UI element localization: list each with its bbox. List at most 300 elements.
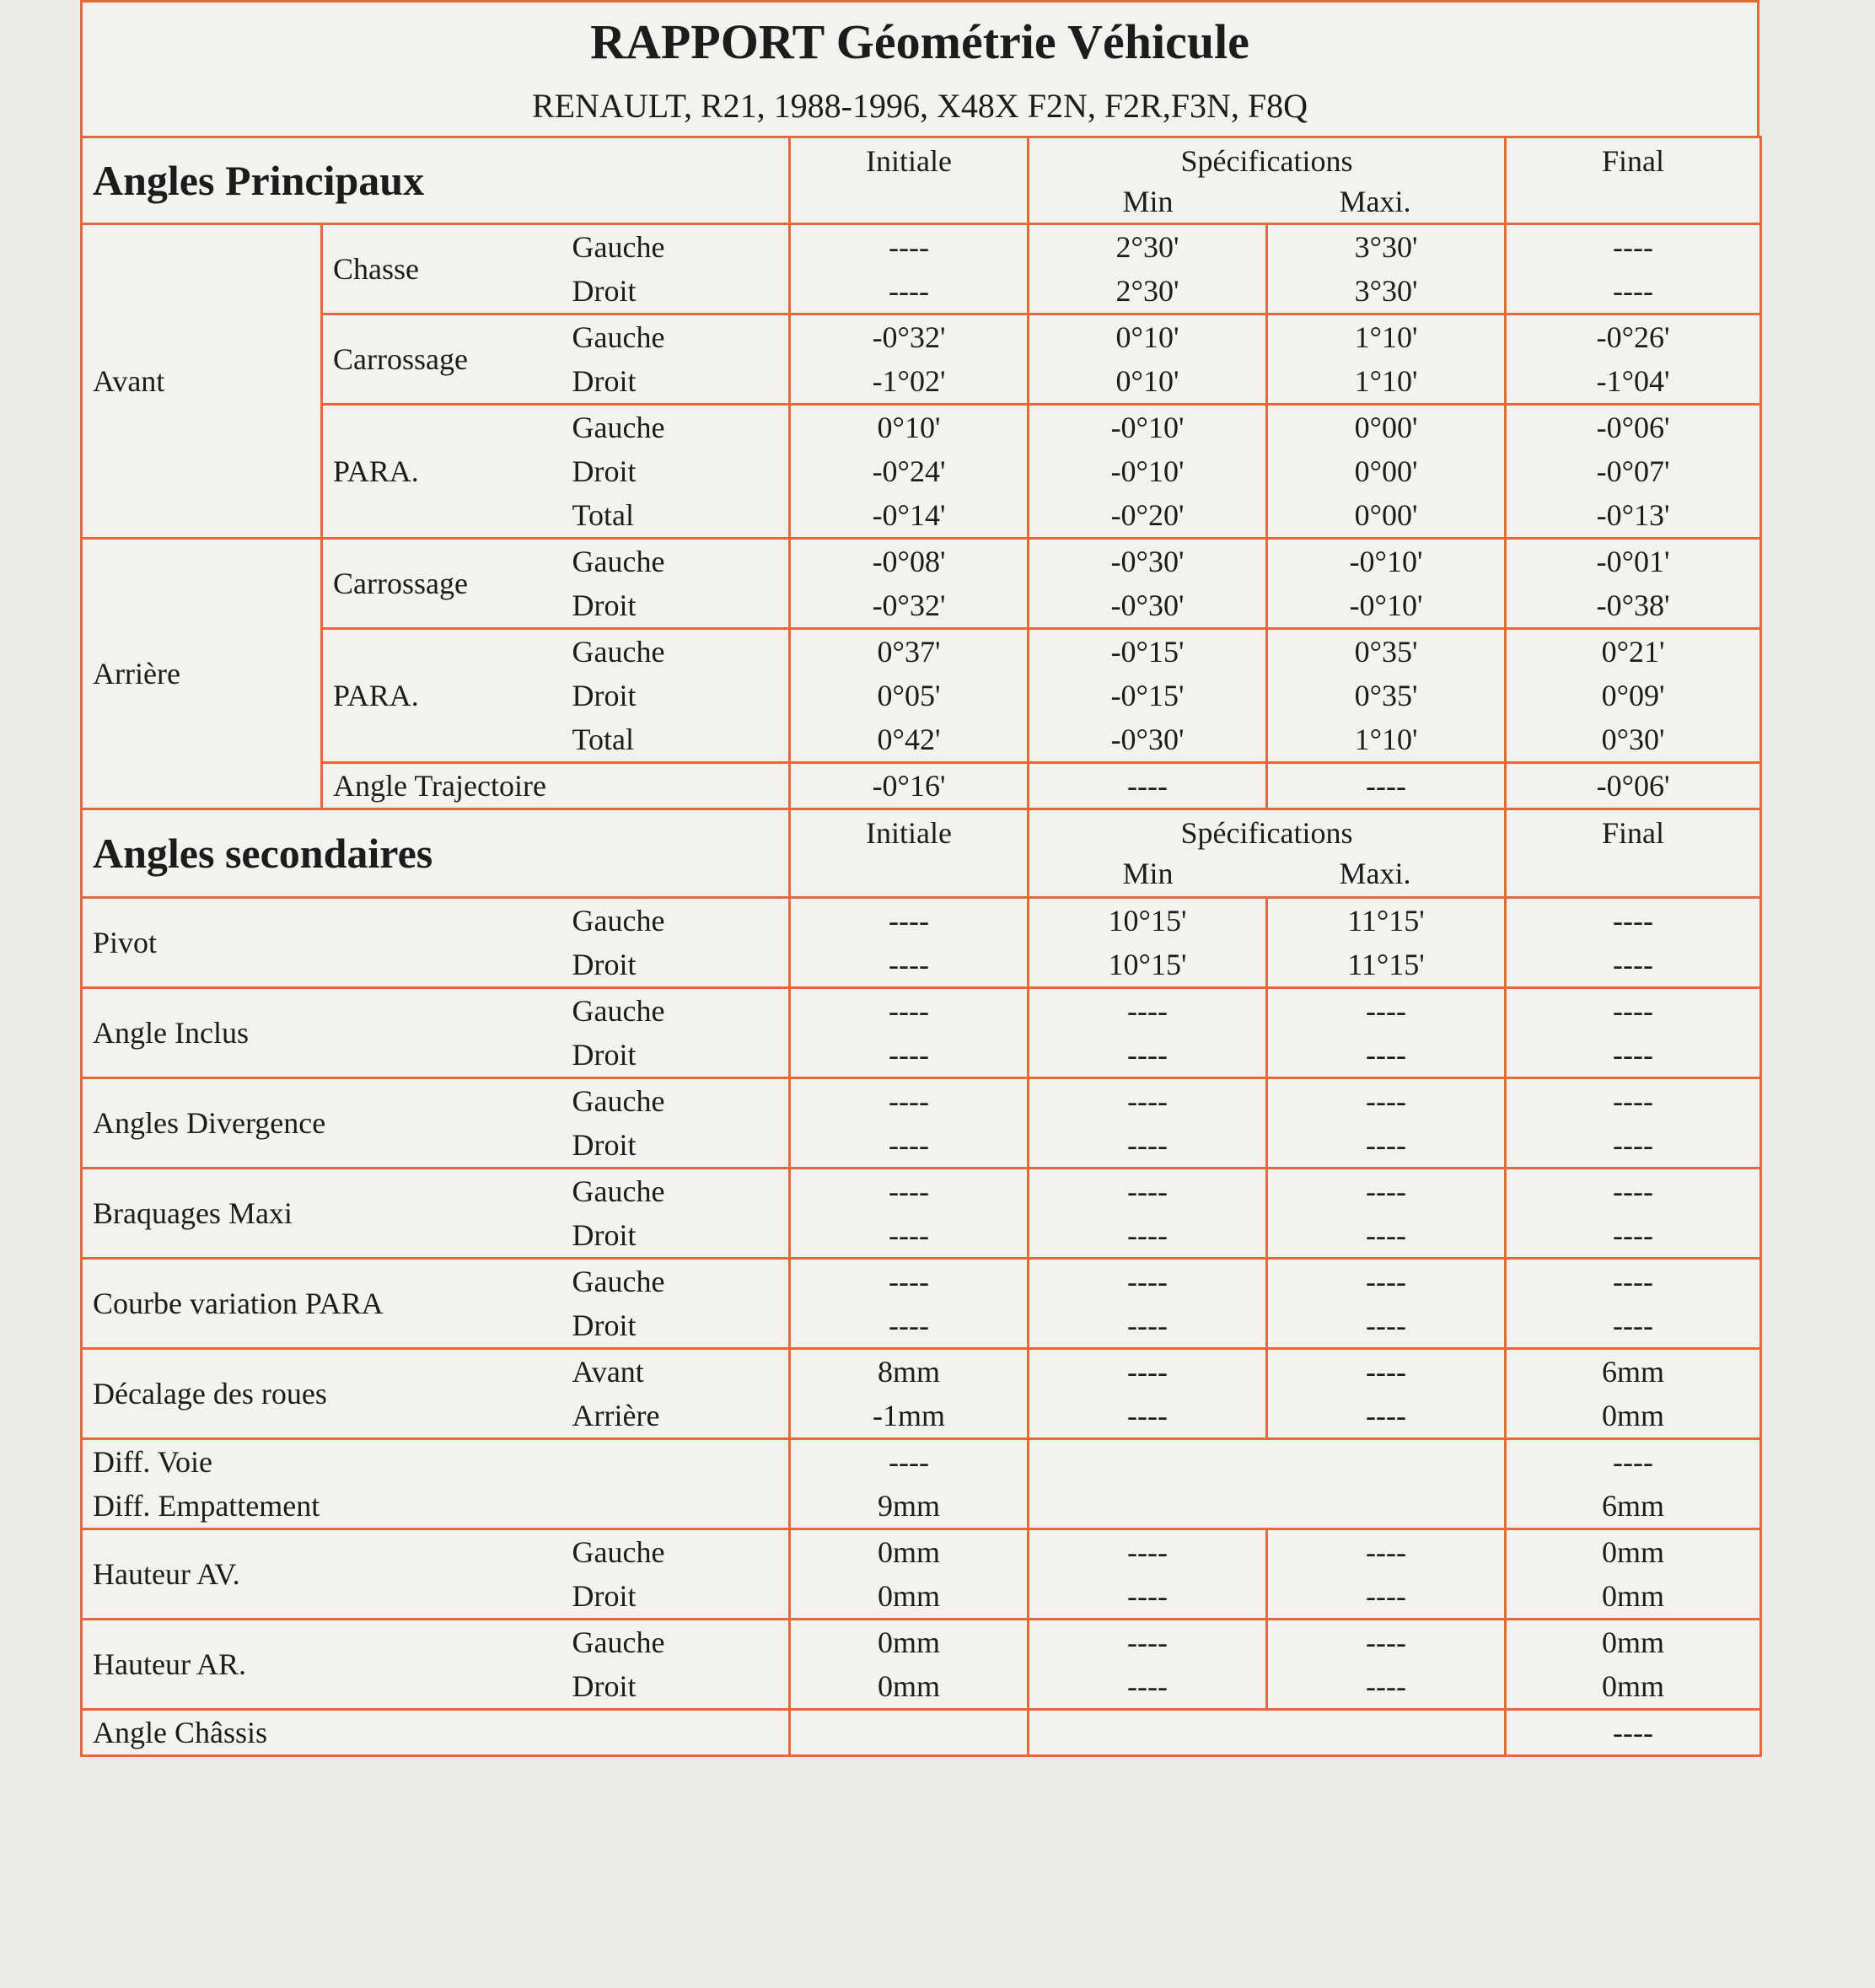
value-initiale-stack: [791, 630, 1027, 761]
side-label: Gauche: [572, 1084, 665, 1118]
value-final-stack: [1507, 1440, 1759, 1528]
value-final: 0mm: [1602, 1535, 1665, 1569]
row-avant-carrossage: [82, 314, 1761, 405]
spec-label: Spécifications: [1180, 144, 1353, 178]
value-min: ----: [1127, 1174, 1168, 1208]
side-label: Gauche: [572, 545, 665, 578]
value-final: ----: [1613, 1174, 1653, 1208]
value-initiale: ----: [889, 274, 929, 308]
value-final-stack: [1507, 899, 1759, 986]
value-final: ----: [1613, 1308, 1653, 1342]
side-label-stack: [572, 1260, 779, 1347]
group-arriere: Arrière: [82, 539, 322, 809]
value-maxi-stack: [1268, 1350, 1504, 1437]
cell-min: [1029, 988, 1267, 1078]
value-initiale-stack: [791, 989, 1027, 1077]
value-min: ----: [1127, 1038, 1168, 1072]
item-label: Angle Châssis: [82, 1710, 790, 1756]
value-final: ----: [1613, 274, 1653, 308]
report-title: RAPPORT Géométrie Véhicule: [590, 14, 1249, 69]
value-min: ----: [1127, 1265, 1168, 1298]
value-final: -0°01': [1596, 545, 1670, 578]
value-initiale: 0°10': [877, 411, 941, 444]
value-final: ----: [1613, 1128, 1653, 1162]
value-final-stack: [1507, 630, 1759, 761]
row-angle-chassis: [82, 1710, 1761, 1756]
principaux-title: Angles Principaux: [82, 137, 790, 224]
geometry-table: [80, 136, 1762, 1757]
value-min: -0°10': [1110, 454, 1185, 488]
item-label: Carrossage: [322, 539, 562, 629]
value-maxi: ----: [1366, 1084, 1406, 1118]
col-initiale: Initiale: [790, 137, 1029, 224]
value-maxi: ----: [1366, 1399, 1406, 1432]
value-min-stack: [1029, 1079, 1265, 1167]
cell-min: [1029, 1169, 1267, 1259]
value-initiale: ----: [889, 1265, 929, 1298]
value-initiale-stack: [791, 1079, 1027, 1167]
cell-final: [1506, 405, 1761, 539]
cell-specifications-empty: [1029, 1710, 1506, 1756]
col-specifications: [1029, 137, 1506, 224]
value-maxi: ----: [1366, 1218, 1406, 1252]
value-min: -0°10': [1110, 411, 1185, 444]
value-maxi: ----: [1366, 994, 1406, 1028]
side-label: Droit: [572, 588, 637, 622]
value-min-stack: [1029, 899, 1265, 986]
value-final-stack: [1507, 1350, 1759, 1437]
side-label: Droit: [572, 1218, 637, 1252]
value-initiale: 9mm: [877, 1489, 940, 1523]
value-final: -0°38': [1596, 588, 1670, 622]
side-labels: [562, 898, 790, 988]
side-labels: [562, 1620, 790, 1710]
side-label-stack: [572, 899, 779, 986]
side-label: Gauche: [572, 635, 665, 669]
value-min: ----: [1127, 1084, 1168, 1118]
side-label: Droit: [572, 948, 637, 981]
col-specifications: [1029, 809, 1506, 898]
value-min: 2°30': [1115, 230, 1179, 264]
value-final-stack: [1507, 1530, 1759, 1618]
cell-maxi: [1267, 1259, 1506, 1349]
value-min: -0°30': [1110, 723, 1185, 756]
cell-initiale: [790, 988, 1029, 1078]
side-labels: [562, 224, 790, 314]
cell-final: [1506, 988, 1761, 1078]
cell-initiale: [790, 1529, 1029, 1620]
value-maxi: ----: [1366, 1535, 1406, 1569]
side-labels: [562, 1078, 790, 1169]
cell-final: [1506, 1620, 1761, 1710]
value-initiale: ----: [889, 1308, 929, 1342]
cell-min: [1029, 1259, 1267, 1349]
value-initiale: 0°05': [877, 679, 941, 712]
value-initiale: -0°32': [872, 588, 946, 622]
side-label: Droit: [572, 1579, 637, 1613]
side-label: Droit: [572, 1669, 637, 1703]
item-label: Diff. Empattement: [93, 1489, 320, 1523]
value-min: ----: [1127, 1625, 1168, 1659]
cell-min: [1029, 1620, 1267, 1710]
item-label: PARA.: [322, 405, 562, 539]
value-final: ----: [1613, 1265, 1653, 1298]
side-label: Total: [572, 723, 634, 756]
col-final: Final: [1506, 809, 1761, 898]
value-maxi: ----: [1366, 1174, 1406, 1208]
value-min: -0°30': [1110, 588, 1185, 622]
cell-initiale: [790, 1710, 1029, 1756]
item-label: Braquages Maxi: [82, 1169, 562, 1259]
secondaires-header-row: [82, 809, 1761, 898]
value-maxi-stack: [1268, 225, 1504, 313]
item-label: Angle Trajectoire: [322, 763, 790, 809]
value-maxi-stack: [1268, 1079, 1504, 1167]
cell-maxi: [1267, 405, 1506, 539]
side-labels: [562, 1259, 790, 1349]
cell-final: ----: [1506, 1710, 1761, 1756]
value-initiale: -0°24': [872, 454, 946, 488]
value-min: ----: [1127, 1218, 1168, 1252]
value-final: 0mm: [1602, 1579, 1665, 1613]
cell-min: [1029, 1349, 1267, 1439]
value-maxi: -0°10': [1349, 545, 1423, 578]
value-final: -0°13': [1596, 498, 1670, 532]
report-sheet: [80, 0, 1759, 1757]
value-initiale: 0mm: [877, 1669, 940, 1703]
side-label: Gauche: [572, 994, 665, 1028]
cell-min: [1029, 629, 1267, 763]
value-maxi: ----: [1366, 1308, 1406, 1342]
value-initiale: 0mm: [877, 1625, 940, 1659]
col-initiale: Initiale: [790, 809, 1029, 898]
cell-final: -0°06': [1506, 763, 1761, 809]
value-min: ----: [1127, 1355, 1168, 1389]
value-maxi: ----: [1366, 1669, 1406, 1703]
row-avant-chasse: [82, 224, 1761, 314]
row-diff: [82, 1439, 1761, 1529]
value-min: ----: [1127, 1669, 1168, 1703]
value-initiale: -1mm: [873, 1399, 945, 1432]
value-maxi-stack: [1268, 1620, 1504, 1708]
value-maxi: -0°10': [1349, 588, 1423, 622]
cell-maxi: [1267, 629, 1506, 763]
side-label-stack: [572, 540, 779, 627]
col-final: Final: [1506, 137, 1761, 224]
value-min-stack: [1029, 406, 1265, 537]
value-maxi-stack: [1268, 989, 1504, 1077]
value-maxi-stack: [1268, 315, 1504, 403]
value-initiale: 8mm: [877, 1355, 940, 1389]
cell-min: [1029, 314, 1267, 405]
report-header: [80, 0, 1759, 136]
value-maxi: 0°35': [1354, 635, 1418, 669]
value-final: ----: [1613, 230, 1653, 264]
value-final-stack: [1507, 225, 1759, 313]
item-label: Diff. Voie: [93, 1445, 213, 1479]
value-maxi: 3°30': [1354, 230, 1418, 264]
value-min-stack: [1029, 630, 1265, 761]
value-initiale: ----: [889, 904, 929, 938]
cell-initiale: [790, 314, 1029, 405]
side-label: Droit: [572, 1128, 637, 1162]
value-initiale-stack: [791, 406, 1027, 537]
value-final-stack: [1507, 406, 1759, 537]
side-label: Droit: [572, 364, 637, 398]
cell-final: [1506, 1169, 1761, 1259]
cell-final: [1506, 1439, 1761, 1529]
value-initiale: ----: [889, 1218, 929, 1252]
cell-final: [1506, 629, 1761, 763]
side-label-stack: [572, 406, 779, 537]
cell-initiale: [790, 629, 1029, 763]
value-final: -0°26': [1596, 320, 1670, 354]
cell-initiale: [790, 1078, 1029, 1169]
value-final: 0mm: [1602, 1625, 1665, 1659]
value-initiale: 0mm: [877, 1535, 940, 1569]
value-initiale: ----: [889, 1128, 929, 1162]
side-label-stack: [572, 1169, 779, 1257]
value-initiale: ----: [889, 1174, 929, 1208]
cell-maxi: [1267, 224, 1506, 314]
value-maxi-stack: [1268, 406, 1504, 537]
side-labels: [562, 539, 790, 629]
value-initiale: -0°08': [872, 545, 946, 578]
value-maxi: 11°15': [1347, 904, 1425, 938]
cell-min: [1029, 898, 1267, 988]
side-label-stack: [572, 989, 779, 1077]
cell-final: [1506, 1078, 1761, 1169]
row-avant-para: [82, 405, 1761, 539]
value-min: 0°10': [1115, 364, 1179, 398]
side-label-stack: [572, 1350, 779, 1437]
cell-maxi: [1267, 539, 1506, 629]
value-final-stack: [1507, 1169, 1759, 1257]
cell-min: ----: [1029, 763, 1267, 809]
side-label: Droit: [572, 1308, 637, 1342]
value-min: ----: [1127, 1399, 1168, 1432]
value-initiale: ----: [889, 948, 929, 981]
value-maxi: 0°00': [1354, 411, 1418, 444]
side-label: Gauche: [572, 1535, 665, 1569]
col-maxi: Maxi.: [1339, 185, 1411, 218]
side-label: Gauche: [572, 904, 665, 938]
value-min-stack: [1029, 540, 1265, 627]
value-min-stack: [1029, 315, 1265, 403]
value-final: 0°21': [1601, 635, 1665, 669]
value-initiale-stack: [791, 1350, 1027, 1437]
value-initiale-stack: [791, 1440, 1027, 1528]
col-min: Min: [1122, 185, 1174, 218]
cell-final: [1506, 539, 1761, 629]
side-label-stack: [572, 1530, 779, 1618]
value-initiale: 0mm: [877, 1579, 940, 1613]
value-initiale: ----: [889, 1445, 929, 1479]
value-initiale-stack: [791, 540, 1027, 627]
value-min: 0°10': [1115, 320, 1179, 354]
value-initiale: -0°32': [872, 320, 946, 354]
value-initiale-stack: [791, 1169, 1027, 1257]
value-final: ----: [1613, 904, 1653, 938]
spec-subheaders: [1040, 184, 1494, 219]
row-hauteur: [82, 1529, 1761, 1620]
value-initiale-stack: [791, 899, 1027, 986]
value-maxi-stack: [1268, 540, 1504, 627]
value-min-stack: [1029, 1260, 1265, 1347]
value-min: ----: [1127, 1535, 1168, 1569]
item-label: Décalage des roues: [82, 1349, 562, 1439]
value-initiale: -1°02': [872, 364, 946, 398]
side-label: Total: [572, 498, 634, 532]
spec-label: Spécifications: [1180, 816, 1353, 850]
side-label: Droit: [572, 454, 637, 488]
cell-min: [1029, 539, 1267, 629]
spec-subheaders: [1040, 856, 1494, 891]
side-label-stack: [572, 1079, 779, 1167]
item-label: Chasse: [322, 224, 562, 314]
row-arriere-para: [82, 629, 1761, 763]
cell-final: [1506, 224, 1761, 314]
item-label: Angle Inclus: [82, 988, 562, 1078]
cell-maxi: [1267, 1620, 1506, 1710]
value-maxi: ----: [1366, 1625, 1406, 1659]
diff-labels: [82, 1439, 790, 1529]
value-initiale: 0°37': [877, 635, 941, 669]
item-label-stack: [93, 1440, 778, 1528]
value-maxi: 1°10': [1354, 364, 1418, 398]
value-final: 0mm: [1602, 1669, 1665, 1703]
cell-initiale: [790, 405, 1029, 539]
side-labels: [562, 405, 790, 539]
value-min: -0°15': [1110, 635, 1185, 669]
value-min: ----: [1127, 994, 1168, 1028]
value-min: ----: [1127, 1579, 1168, 1613]
row-secondary: [82, 988, 1761, 1078]
value-final: ----: [1613, 948, 1653, 981]
cell-initiale: [790, 1259, 1029, 1349]
value-min: -0°30': [1110, 545, 1185, 578]
value-final: -0°07': [1596, 454, 1670, 488]
value-final: ----: [1613, 1084, 1653, 1118]
value-initiale: ----: [889, 230, 929, 264]
side-labels: [562, 1529, 790, 1620]
value-final-stack: [1507, 1620, 1759, 1708]
value-min-stack: [1029, 989, 1265, 1077]
value-final: ----: [1613, 1218, 1653, 1252]
side-label: Arrière: [572, 1399, 660, 1432]
item-label: Angles Divergence: [82, 1078, 562, 1169]
cell-final: [1506, 314, 1761, 405]
value-final-stack: [1507, 315, 1759, 403]
value-min: ----: [1127, 1128, 1168, 1162]
value-initiale-stack: [791, 1530, 1027, 1618]
value-min-stack: [1029, 1169, 1265, 1257]
value-maxi-stack: [1268, 630, 1504, 761]
value-maxi: ----: [1366, 1579, 1406, 1613]
cell-final: [1506, 1349, 1761, 1439]
cell-maxi: [1267, 1349, 1506, 1439]
value-final: -1°04': [1596, 364, 1670, 398]
side-labels: [562, 629, 790, 763]
col-maxi: Maxi.: [1339, 857, 1411, 890]
value-maxi: 0°00': [1354, 498, 1418, 532]
group-avant: Avant: [82, 224, 322, 539]
value-final-stack: [1507, 1079, 1759, 1167]
cell-maxi: [1267, 314, 1506, 405]
value-min: -0°20': [1110, 498, 1185, 532]
value-min-stack: [1029, 225, 1265, 313]
value-min-stack: [1029, 1620, 1265, 1708]
cell-initiale: [790, 224, 1029, 314]
col-min: Min: [1122, 857, 1174, 890]
principaux-header-row: [82, 137, 1761, 224]
side-label: Gauche: [572, 320, 665, 354]
side-label-stack: [572, 630, 779, 761]
cell-initiale: [790, 1620, 1029, 1710]
item-label: Hauteur AV.: [82, 1529, 562, 1620]
value-final: 0°30': [1601, 723, 1665, 756]
value-min: 2°30': [1115, 274, 1179, 308]
value-initiale-stack: [791, 1620, 1027, 1708]
value-final: ----: [1613, 1445, 1653, 1479]
value-final: 6mm: [1602, 1489, 1665, 1523]
row-secondary: [82, 898, 1761, 988]
cell-initiale: [790, 1169, 1029, 1259]
cell-maxi: [1267, 1078, 1506, 1169]
side-label: Gauche: [572, 1174, 665, 1208]
value-maxi: 0°00': [1354, 454, 1418, 488]
value-min-stack: [1029, 1350, 1265, 1437]
side-label: Gauche: [572, 1265, 665, 1298]
cell-maxi: [1267, 1169, 1506, 1259]
side-label: Gauche: [572, 1625, 665, 1659]
item-label: PARA.: [322, 629, 562, 763]
row-angle-trajectoire: [82, 763, 1761, 809]
side-label: Gauche: [572, 411, 665, 444]
row-secondary: [82, 1078, 1761, 1169]
value-initiale: ----: [889, 1038, 929, 1072]
value-final-stack: [1507, 1260, 1759, 1347]
report-subtitle: RENAULT, R21, 1988-1996, X48X F2N, F2R,F3N, F8Q: [531, 87, 1308, 125]
value-maxi: ----: [1366, 1038, 1406, 1072]
value-final-stack: [1507, 540, 1759, 627]
cell-initiale: [790, 1439, 1029, 1529]
value-initiale-stack: [791, 1260, 1027, 1347]
side-label-stack: [572, 315, 779, 403]
row-hauteur: [82, 1620, 1761, 1710]
cell-final: [1506, 1259, 1761, 1349]
side-labels: [562, 1169, 790, 1259]
value-final: 0mm: [1602, 1399, 1665, 1432]
value-final: ----: [1613, 1038, 1653, 1072]
value-final-stack: [1507, 989, 1759, 1077]
cell-final: [1506, 898, 1761, 988]
value-final: -0°06': [1596, 411, 1670, 444]
value-maxi-stack: [1268, 1530, 1504, 1618]
value-maxi: ----: [1366, 1265, 1406, 1298]
value-min-stack: [1029, 1530, 1265, 1618]
item-label: Carrossage: [322, 314, 562, 405]
value-initiale: 0°42': [877, 723, 941, 756]
value-final: 0°09': [1601, 679, 1665, 712]
item-label: Courbe variation PARA: [82, 1259, 562, 1349]
value-maxi-stack: [1268, 899, 1504, 986]
cell-maxi: [1267, 988, 1506, 1078]
value-min: ----: [1127, 1308, 1168, 1342]
side-label: Droit: [572, 274, 637, 308]
value-min: -0°15': [1110, 679, 1185, 712]
cell-maxi: ----: [1267, 763, 1506, 809]
